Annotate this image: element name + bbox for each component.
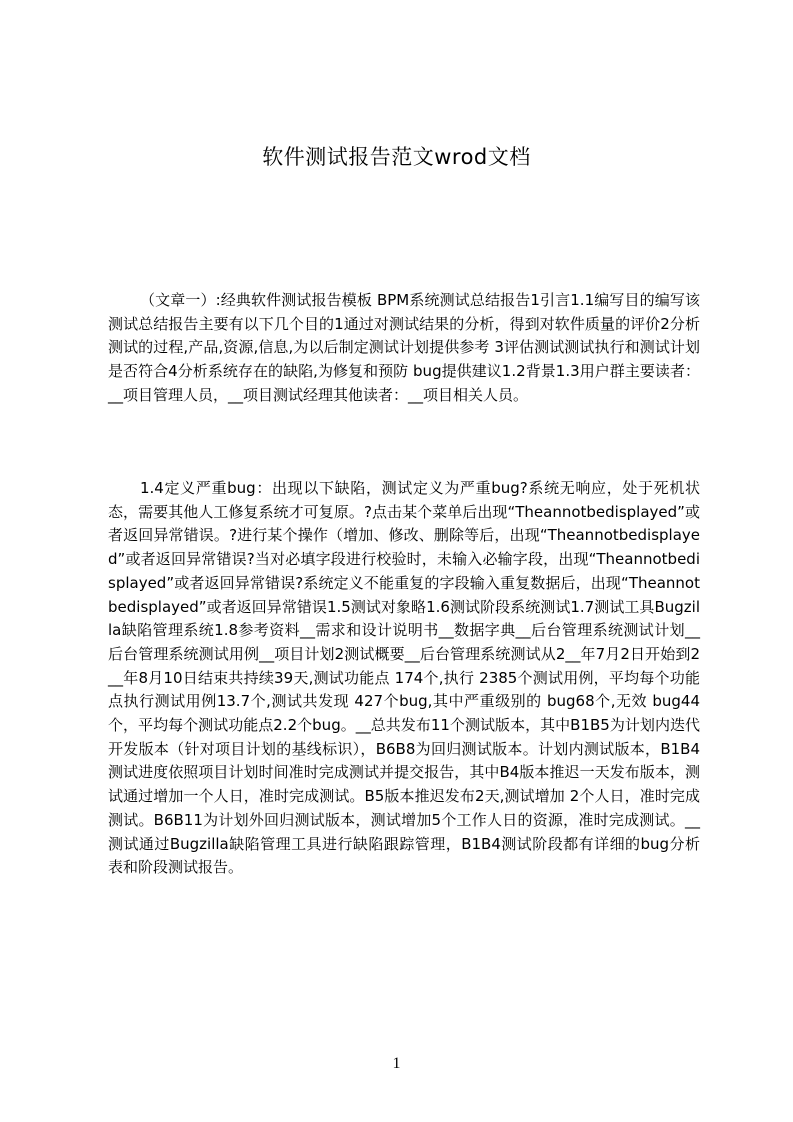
paragraph-introduction: （文章一）:经典软件测试报告模板 BPM系统测试总结报告1引言1.1编写目的编写该测试总结报告主要有以下几个目的1通过对测试结果的分析，得到对软件质量的评价2分析测试的过程,产品,资源,信息,为以后制定测试计划提供参考 3评估测试测试执行和测试计划是否符合4分析系统存在的缺陷,为修复和预防 bug提供建议1.2背景1.3用户群主要读者：__项目管理人员，__项目测试经理其他读者：__项目相关人员。 (108, 291, 700, 404)
page-number: 1 (392, 1055, 401, 1072)
paragraph-definitions-summary: 1.4定义严重bug：出现以下缺陷，测试定义为严重bug?系统无响应，处于死机状态，需要其他人工修复系统才可复原。?点击某个菜单后出现“Theannotbedisplayed”或者返回异常错误。?进行某个操作（增加、修改、删除等后，出现“Theannotbedisplayed”或者返回异常错误?当对必填字段进行校验时，未输入必输字段，出现“Theannotbedisplayed”或者返回异常错误?系统定义不能重复的字段输入重复数据后，出现“Theannotbedisplayed”或者返回异常错误1.5测试对象略1.6测试阶段系统测试1.7测试工具Bugzilla缺陷管理系统1.8参考资料__需求和设计说明书__数据字典__后台管理系统测试计划__后台管理系统测试用例__项目计划2测试概要__后台管理系统测试从2__年7月2日开始到2__年8月10日结束共持续39天,测试功能点 174个,执行 2385个测试用例，平均每个功能点执行测试用例13.7个,测试共发现 427个bug,其中严重级别的 bug68个,无效 bug44个，平均每个测试功能点2.2个bug。__总共发布11个测试版本，其中B1B5为计划内迭代开发版本（针对项目计划的基线标识），B6B8为回归测试版本。计划内测试版本，B1B4测试进度依照项目计划时间准时完成测试并提交报告，其中B4版本推迟一天发布版本，测试通过增加一个人日，准时完成测试。B5版本推迟发布2天,测试增加 2个人日，准时完成测试。B6B11为计划外回归测试版本，测试增加5个工作人日的资源，准时完成测试。__测试通过Bugzilla缺陷管理工具进行缺陷跟踪管理，B1B4测试阶段都有详细的bug分析表和阶段测试报告。 (108, 479, 700, 877)
document-title: 软件测试报告范文wrod文档 (262, 145, 531, 169)
